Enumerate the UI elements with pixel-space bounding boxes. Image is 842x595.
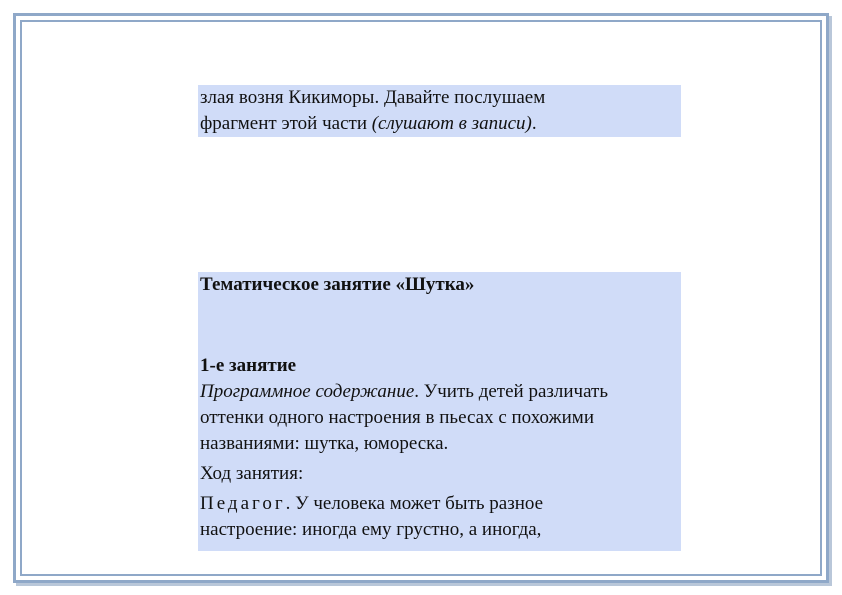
paragraph-line <box>200 85 681 111</box>
text-run: . У человека может быть разное <box>285 493 544 514</box>
text-block-lesson <box>198 272 681 551</box>
speaker-label: Педагог <box>200 493 286 514</box>
italic-remark: (слушают в записи) <box>371 113 532 134</box>
text-run: фрагмент этой части <box>200 113 372 134</box>
text-run: . <box>531 113 537 134</box>
paragraph-line <box>200 111 681 137</box>
paragraph-line <box>200 379 681 405</box>
section-title: Тематическое занятие «Шутка» <box>200 274 475 295</box>
text-run: злая возня Кикиморы. Давайте послушаем <box>200 87 546 108</box>
paragraph-line: названиями: шутка, юмореска. <box>200 433 449 454</box>
course-label: Ход занятия: <box>200 463 304 484</box>
text-run: . Учить детей различать <box>414 381 608 402</box>
lesson-heading: 1-е занятие <box>200 355 297 376</box>
spacer <box>200 298 681 353</box>
paragraph-line: настроение: иногда ему грустно, а иногда, <box>200 519 542 540</box>
paragraph-line <box>200 491 681 517</box>
program-label: Программное содержание <box>200 381 415 402</box>
text-block-fragment <box>198 85 681 137</box>
paragraph-line: оттенки одного настроения в пьесах с похожими <box>200 407 594 428</box>
